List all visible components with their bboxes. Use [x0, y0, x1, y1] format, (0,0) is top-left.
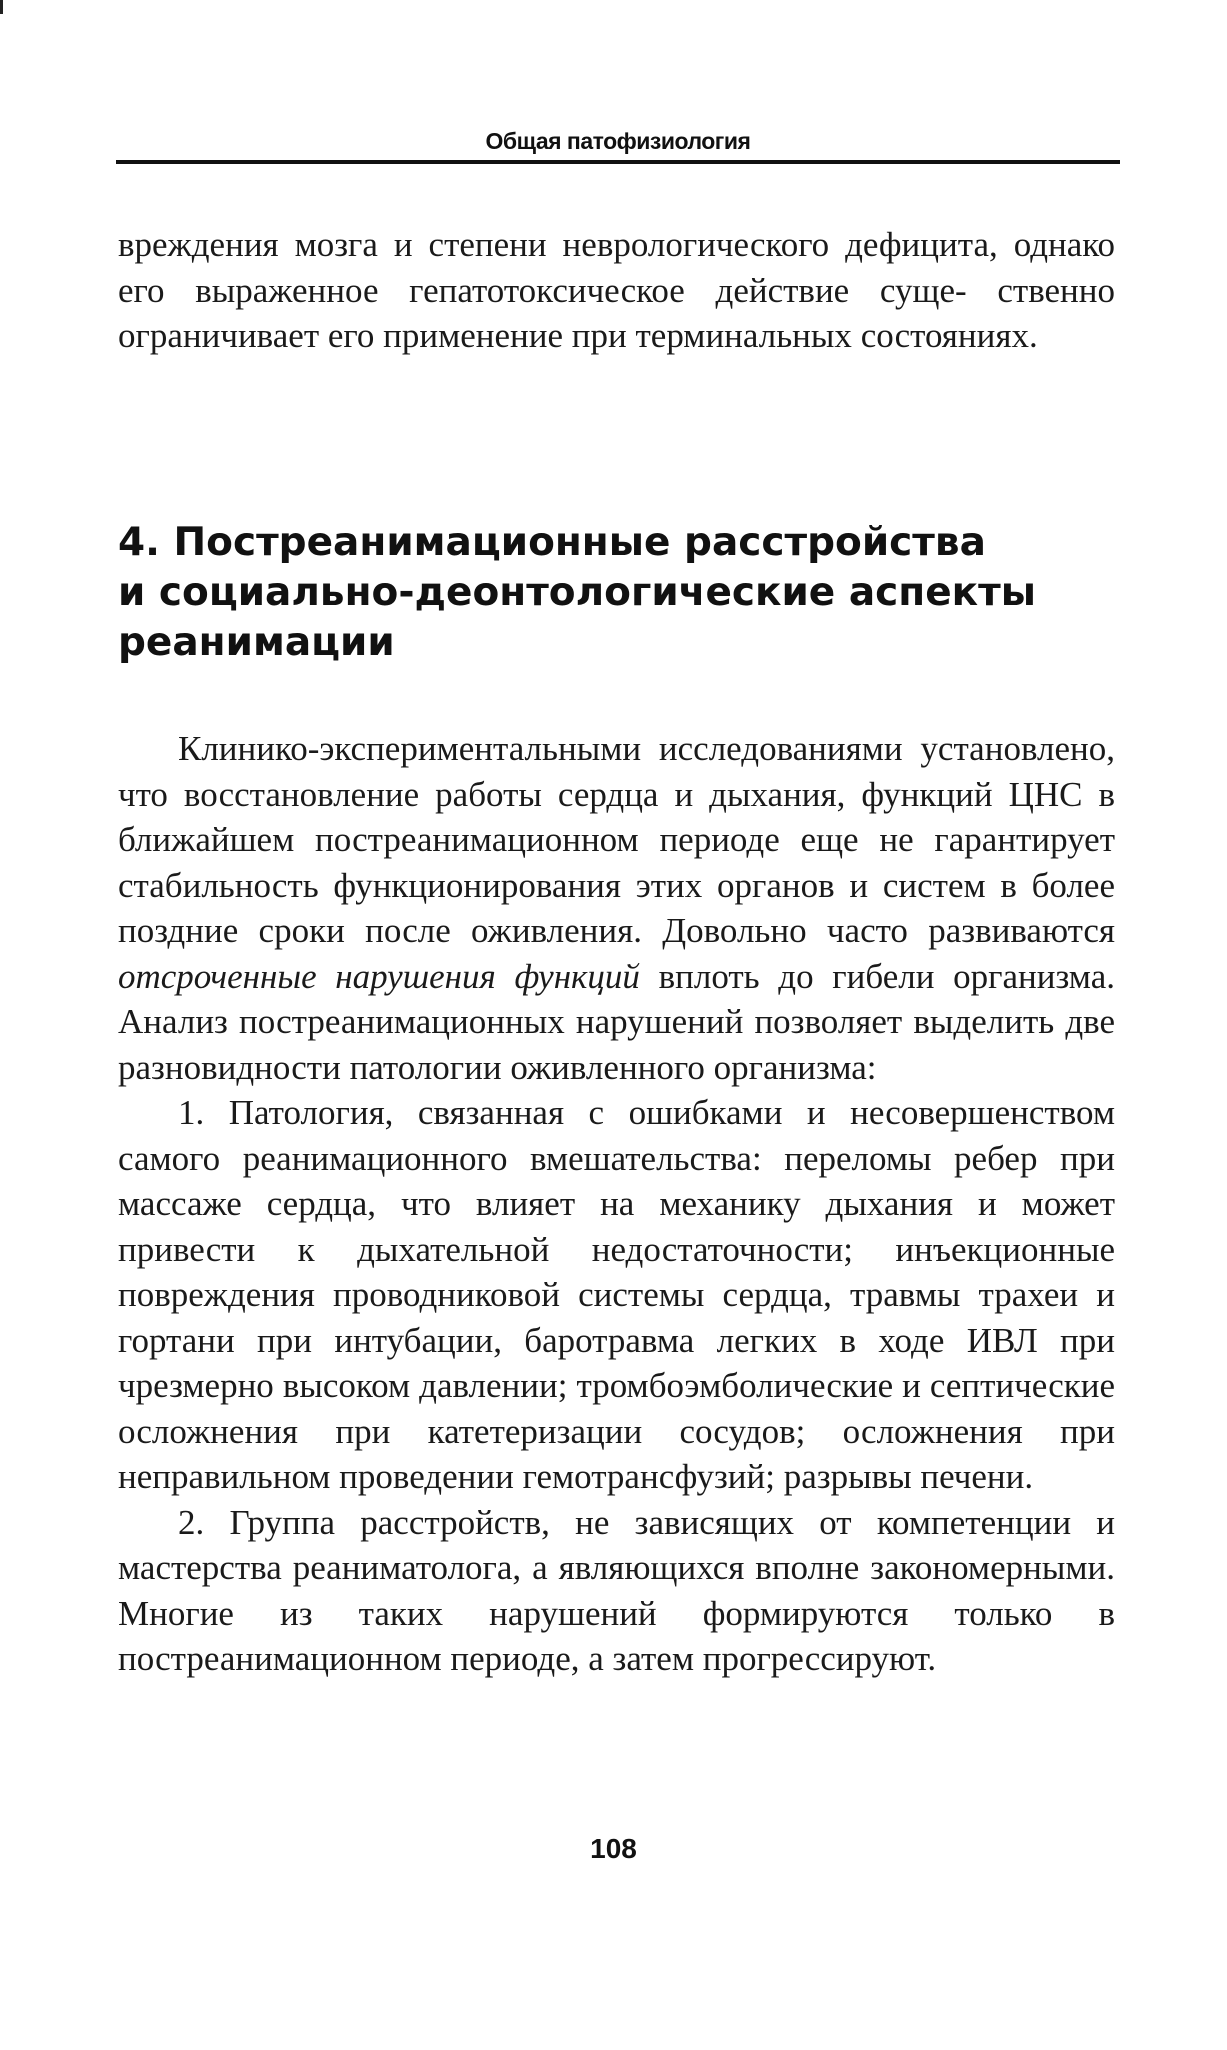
continued-paragraph	[118, 222, 1115, 359]
text-line: однако его выраженное гепатотоксическое действие суще-	[118, 225, 1115, 310]
paragraph-intro-text: Клинико-экспериментальными исследованиями установлено, что восстановление работы сердца и дыхания, функций ЦНС в ближайшем постреанимационном периоде еще не гарантирует стабильность функционирования этих органов и систем в более поздние сроки после оживления. Довольно часто развиваются	[118, 729, 1115, 950]
heading-line: реанимации	[118, 620, 395, 665]
emphasis-text: отсроченные нарушения функций	[118, 956, 640, 996]
continued-paragraph-text	[118, 222, 1115, 359]
paragraph-item-2: 2. Группа расстройств, не зависящих от компетенции и мастерства реаниматолога, а являющихся вполне закономерными. Многие из таких нарушений формируются только в постреанимационном периоде, а затем прогрессируют.	[118, 1502, 1115, 1678]
paragraph-intro	[118, 726, 1115, 1090]
text-line: вреждения мозга и степени неврологического дефицита,	[118, 225, 998, 264]
text-line: состояниях.	[860, 316, 1038, 355]
heading-line: 4. Постреанимационные расстройства	[118, 520, 986, 565]
scan-edge-mark	[0, 0, 3, 14]
paragraph-item-1: 1. Патология, связанная с ошибками и несовершенством самого реанимационного вмешательства: переломы ребер при массаже сердца, что влияет на механику дыхания и может привести к дыхательной недостаточности; инъекционные повреждения проводниковой системы сердца, травмы трахеи и гортани при интубации, баротравма легких в ходе ИВЛ при чрезмерно высоком давлении; тромбоэмболические и септические осложнения при катетеризации сосудов; осложнения при неправильном проведении гемотрансфузий; разрывы печени.	[118, 1093, 1115, 1496]
running-head: Общая патофизиология	[485, 128, 751, 154]
text-line: ственно ограничивает его применение при терминальных	[118, 270, 1116, 355]
section-heading	[118, 518, 1115, 668]
paragraph-intro-text-end: вплоть до гибели организма. Анализ постреанимационных нарушений позволяет выделить две разновидности патологии оживленного организма:	[118, 956, 1115, 1087]
page-number: 108	[590, 1833, 637, 1864]
section-body	[118, 726, 1115, 1682]
header-rule	[116, 160, 1120, 164]
heading-line: и социально-деонтологические аспекты	[118, 570, 1037, 615]
